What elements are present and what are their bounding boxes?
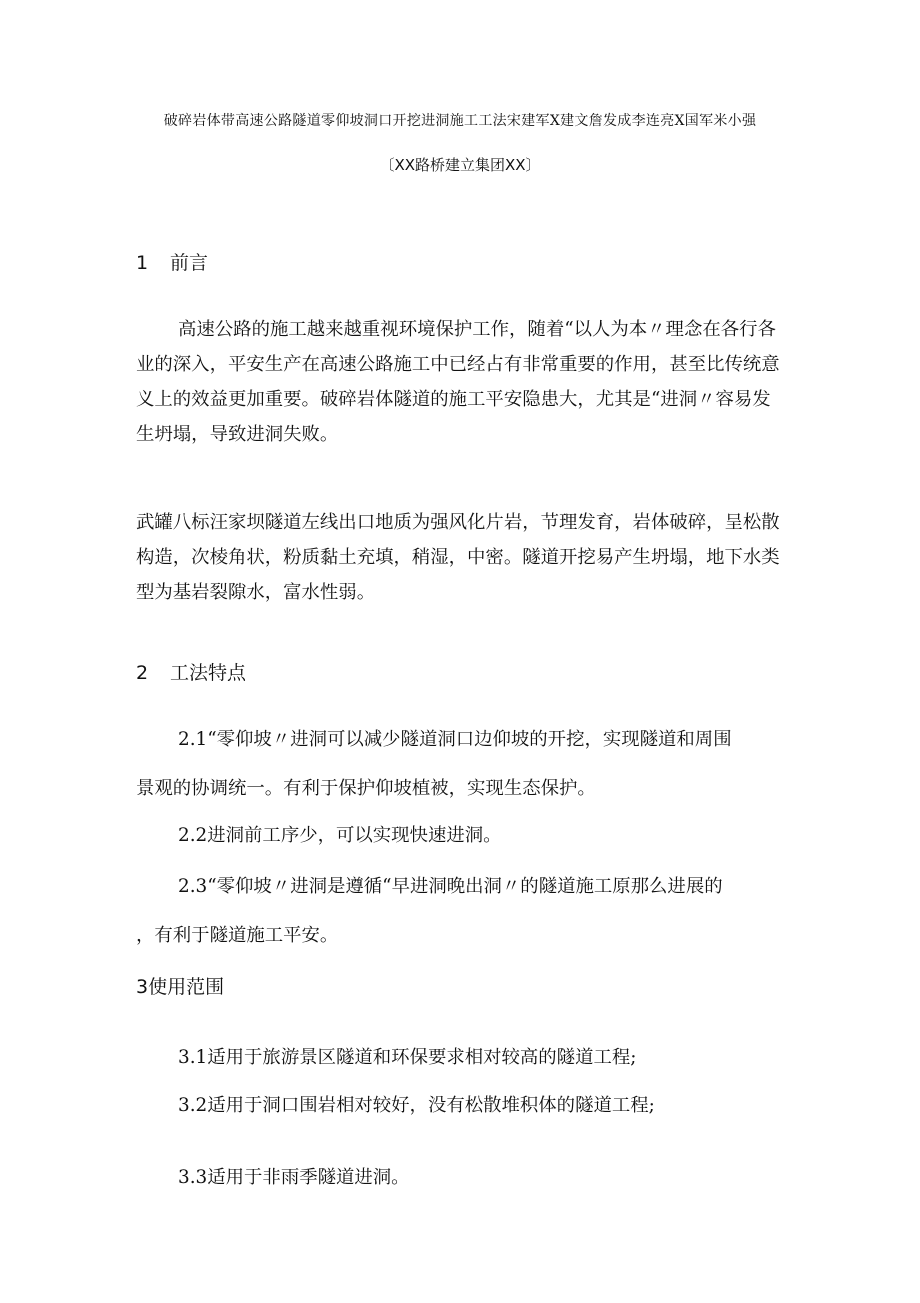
section-number: 3 bbox=[136, 976, 149, 998]
item-text: “零仰坡〃进洞可以减少隧道洞口边仰坡的开挖，实现隧道和周围 bbox=[207, 729, 732, 750]
item-label: 2.2 bbox=[178, 825, 208, 846]
document-title: 破碎岩体带高速公路隧道零仰坡洞口开挖进洞施工工法宋建军X建文詹发成李连亮X国军米小强 bbox=[163, 113, 757, 129]
list-item-continuation: 景观的协调统一。有利于保护仰坡植被，实现生态保护。 bbox=[136, 778, 596, 799]
item-label: 3.1 bbox=[178, 1047, 208, 1068]
item-text: 适用于洞口围岩相对较好，没有松散堆积体的隧道工程; bbox=[207, 1095, 655, 1116]
item-text: 进洞前工序少，可以实现快速进洞。 bbox=[207, 825, 502, 846]
author-affiliation: 〔XX路桥建立集团XX〕 bbox=[379, 156, 541, 174]
list-item bbox=[178, 1163, 410, 1189]
list-item bbox=[178, 872, 723, 898]
section-title: 前言 bbox=[170, 252, 209, 274]
paragraph: 高速公路的施工越来越重视环境保护工作，随着“以人为本〃理念在各行各业的深入，平安生产在高速公路施工中已经占有非常重要的作用，甚至比传统意义上的效益更加重要。破碎岩体隧道的施工平安隐患大，尤其是“进洞〃容易发生坍塌，导致进洞失败。 bbox=[136, 319, 780, 445]
list-item bbox=[178, 1091, 655, 1117]
item-text: 适用于旅游景区隧道和环保要求相对较高的隧道工程; bbox=[207, 1047, 637, 1068]
item-label: 3.3 bbox=[178, 1167, 208, 1188]
list-item bbox=[178, 821, 502, 847]
section-number: 1 bbox=[136, 252, 149, 274]
item-label: 3.2 bbox=[178, 1095, 208, 1116]
item-text: 适用于非雨季隧道进洞。 bbox=[207, 1167, 410, 1188]
paragraph: 武罐八标汪家坝隧道左线出口地质为强风化片岩，节理发育，岩体破碎，呈松散构造，次棱角状，粉质黏土充填，稍湿，中密。隧道开挖易产生坍塌，地下水类型为基岩裂隙水，富水性弱。 bbox=[136, 512, 780, 603]
section-3-heading bbox=[136, 972, 224, 999]
item-text: “零仰坡〃进洞是遵循“早进洞晚出洞〃的隧道施工原那么进展的 bbox=[207, 876, 723, 897]
list-item bbox=[178, 725, 732, 751]
item-label: 2.3 bbox=[178, 876, 208, 897]
section-number: 2 bbox=[136, 662, 149, 684]
list-item bbox=[178, 1043, 636, 1069]
section-2-heading bbox=[136, 658, 246, 685]
item-label: 2.1 bbox=[178, 729, 208, 750]
section-title: 使用范围 bbox=[148, 976, 225, 998]
section-1-heading bbox=[136, 248, 208, 275]
section-title: 工法特点 bbox=[170, 662, 247, 684]
list-item-continuation: ，有利于隧道施工平安。 bbox=[136, 925, 339, 946]
